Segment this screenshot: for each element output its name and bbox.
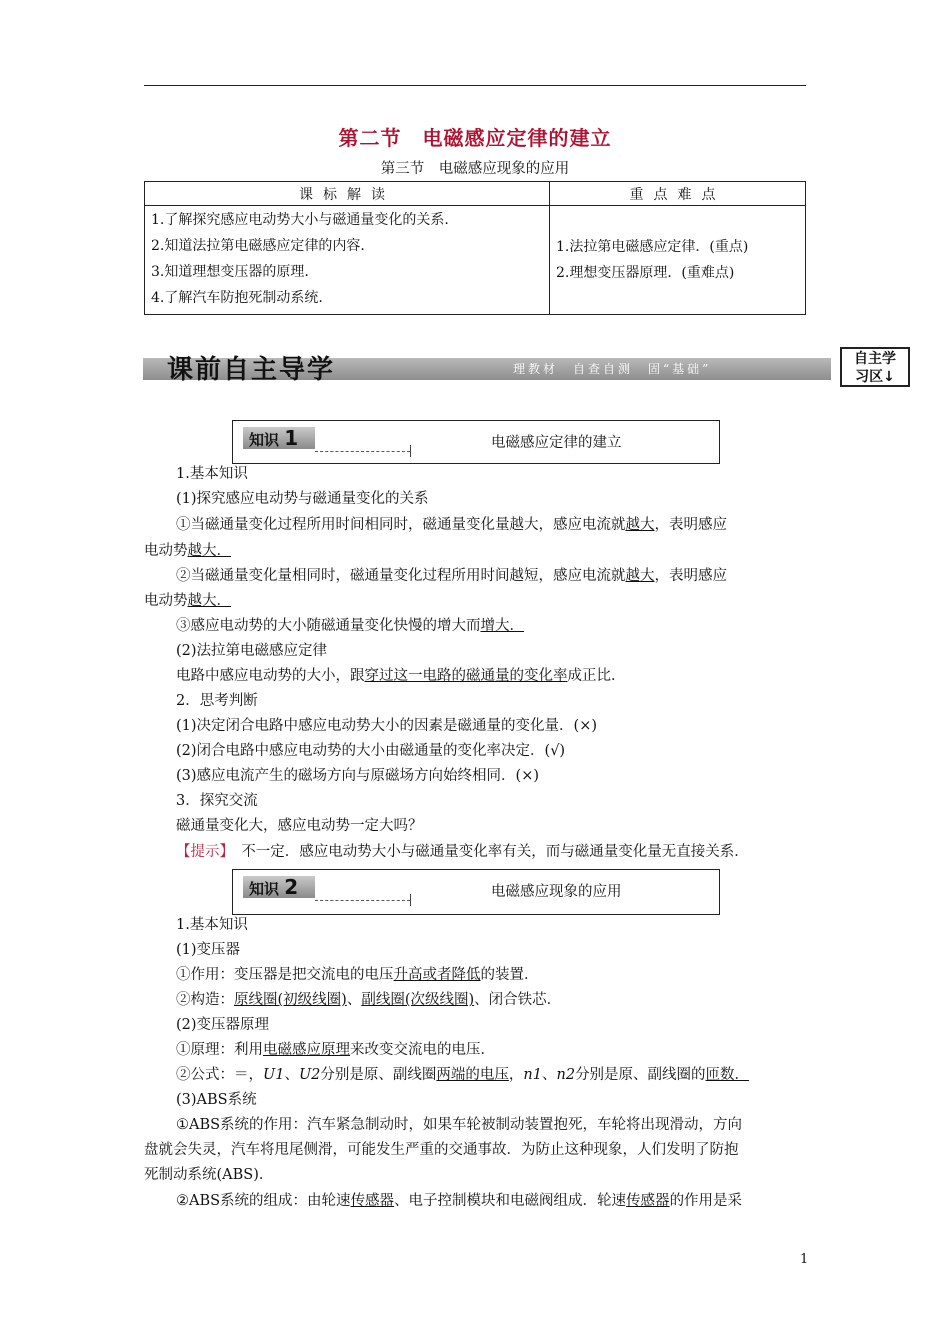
knowledge-1-header	[232, 420, 720, 464]
section-subtitle: 第三节 电磁感应现象的应用	[380, 161, 570, 177]
text-line: ③感应电动势的大小随磁通量变化快慢的增大而增大．	[176, 618, 524, 634]
answer-blank: 穿过这一电路的磁通量的变化率	[364, 668, 568, 684]
text-line: ②ABS系统的组成：由轮速传感器、电子控制模块和电磁阀组成．轮速传感器的作用是采	[176, 1193, 743, 1209]
text-line: 死制动系统(ABS)．	[144, 1167, 274, 1183]
text-line: (2)法拉第电磁感应定律	[176, 643, 328, 659]
header-rule	[144, 85, 806, 86]
text-line: 盘就会失灵，汽车将甩尾侧滑，可能发生严重的交通事故．为防止这种现象，人们发明了防抱	[144, 1142, 739, 1158]
text-line: 1.基本知识	[176, 917, 248, 933]
text-line: 磁通量变化大，感应电动势一定大吗？	[176, 818, 423, 834]
answer-blank: 越大	[625, 568, 655, 584]
text-line: (3)ABS系统	[176, 1092, 257, 1108]
answer-blank: 升高或者降低	[393, 967, 481, 983]
standard-item: 2.知道法拉第电磁感应定律的内容.	[151, 238, 365, 254]
standard-item: 3.知道理想变压器的原理.	[151, 264, 309, 280]
judgment-item: (3)感应电流产生的磁场方向与原磁场方向始终相同．(×)	[176, 768, 540, 784]
key-point-item: 2.理想变压器原理．(重难点)	[556, 265, 735, 281]
badge-label: 知识	[249, 880, 280, 898]
formula-line: ②公式：＝，U1、U2分别是原、副线圈两端的电压，n1、n2分别是原、副线圈的匝数．	[176, 1067, 750, 1083]
standard-item: 1.了解探究感应电动势大小与磁通量变化的关系.	[151, 212, 449, 228]
badge-dash	[315, 451, 410, 452]
section-title: 第二节 电磁感应定律的建立	[338, 126, 612, 150]
text-line: ①当磁通量变化过程所用时间相同时，磁通量变化量越大，感应电流就越大，表明感应	[176, 517, 727, 533]
answer-blank: 越大．	[187, 593, 231, 609]
text-line: 电动势越大．	[144, 593, 231, 609]
text-line: ②当磁通量变化量相同时，磁通量变化过程所用时间越短，感应电流就越大，表明感应	[176, 568, 727, 584]
text-line: ②构造：原线圈(初级线圈)、副线圈(次级线圈)、闭合铁芯．	[176, 992, 562, 1008]
knowledge-title: 电磁感应定律的建立	[491, 435, 622, 451]
knowledge-badge	[243, 427, 315, 449]
badge-tick	[410, 445, 411, 457]
key-point-item: 1.法拉第电磁感应定律．(重点)	[556, 239, 749, 255]
text-line: 3．探究交流	[176, 793, 258, 809]
judgment-item: (1)决定闭合电路中感应电动势大小的因素是磁通量的变化量．(×)	[176, 718, 598, 734]
page-number: 1	[800, 1252, 809, 1267]
text-line: (2)变压器原理	[176, 1017, 270, 1033]
badge-tick	[410, 894, 411, 906]
answer-blank: 越大	[625, 517, 655, 533]
text-line: (1)探究感应电动势与磁通量变化的关系	[176, 491, 429, 507]
zone-line: 自主学	[854, 351, 896, 367]
standards-cell	[145, 206, 550, 315]
answer-blank: 匝数．	[705, 1067, 750, 1083]
answer-blank: 电磁感应原理	[263, 1042, 350, 1058]
text-line: 2．思考判断	[176, 693, 258, 709]
knowledge-2-header	[232, 869, 720, 915]
banner-subtitle: 理教材 自查自测 固“基础”	[513, 362, 712, 376]
text-line: ①原理：利用电磁感应原理来改变交流电的电压．	[176, 1042, 495, 1058]
banner-title: 课前自主导学	[167, 355, 336, 382]
col-header-key-points: 重点难点	[550, 182, 806, 206]
badge-dash	[315, 900, 410, 901]
answer-blank: 副线圈(次级线圈)	[361, 992, 475, 1008]
badge-number: 1	[284, 426, 299, 450]
objectives-table	[144, 181, 806, 315]
answer-blank: 两端的电压	[436, 1067, 509, 1083]
section-banner	[143, 348, 831, 382]
knowledge-title: 电磁感应现象的应用	[491, 884, 622, 900]
self-study-zone-badge	[840, 347, 910, 387]
judgment-item: (2)闭合电路中感应电动势的大小由磁通量的变化率决定．(√)	[176, 743, 566, 759]
standard-item: 4.了解汽车防抱死制动系统.	[151, 290, 323, 306]
knowledge-badge	[243, 876, 315, 898]
hint-line: 【提示】 不一定．感应电动势大小与磁通量变化率有关，而与磁通量变化量无直接关系．	[176, 844, 749, 860]
badge-label: 知识	[249, 431, 280, 449]
answer-blank: 传感器	[626, 1193, 670, 1209]
col-header-standards: 课标解读	[145, 182, 550, 206]
text-line: 1.基本知识	[176, 466, 248, 482]
text-line: 电动势越大．	[144, 543, 231, 559]
text-line: ①作用：变压器是把交流电的电压升高或者降低的装置．	[176, 967, 539, 983]
text-line: ①ABS系统的作用：汽车紧急制动时，如果车轮被制动装置抱死，车轮将出现滑动，方向	[176, 1117, 743, 1133]
text-line: (1)变压器	[176, 942, 241, 958]
answer-blank: 增大．	[480, 618, 524, 634]
answer-blank: 越大．	[187, 543, 231, 559]
key-points-cell	[550, 206, 806, 315]
answer-blank: 传感器	[350, 1193, 395, 1209]
zone-line: 习区↓	[855, 369, 895, 385]
badge-number: 2	[284, 875, 299, 899]
text-line: 电路中感应电动势的大小，跟穿过这一电路的磁通量的变化率成正比．	[176, 668, 626, 684]
answer-blank: 原线圈(初级线圈)	[234, 992, 347, 1008]
hint-label: 【提示】	[176, 844, 227, 860]
